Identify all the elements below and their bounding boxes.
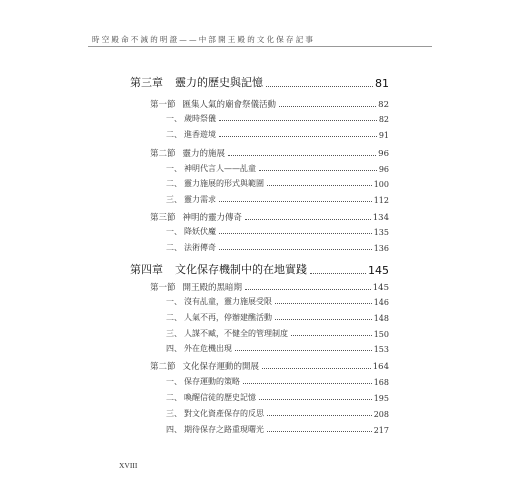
toc-chapter-row[interactable]	[130, 74, 389, 90]
item-number: 四、	[166, 344, 182, 353]
section-title: 靈力的施展	[182, 149, 226, 159]
page-number: 82	[378, 115, 389, 124]
section-number: 第一節	[150, 100, 176, 110]
chapter-number: 第三章	[130, 76, 163, 89]
item-title: 人氣不再，停辦建醮活動	[184, 313, 272, 322]
running-head: 時空殿命不減的明證——中部開王殿的文化保存記事	[92, 35, 316, 44]
page-number: 208	[373, 410, 389, 419]
page-number: 168	[373, 378, 389, 387]
toc-item-row[interactable]	[166, 343, 389, 354]
dot-leader	[245, 219, 371, 220]
item-number: 二、	[166, 130, 182, 139]
dot-leader	[219, 201, 372, 202]
page-number: 217	[373, 426, 389, 435]
dot-leader	[266, 86, 373, 87]
item-title: 神明代言人——乩童	[184, 164, 256, 173]
item-title: 法術傳奇	[184, 243, 216, 252]
page-number: 91	[378, 131, 389, 140]
item-title: 沒有乩童，靈力施展受限	[184, 297, 272, 306]
page-folio: XVIII	[119, 461, 138, 470]
item-number: 三、	[166, 329, 182, 338]
item-number: 三、	[166, 409, 182, 418]
dot-leader	[235, 350, 372, 351]
item-title: 進香遊境	[184, 130, 216, 139]
chapter-title: 靈力的歷史與記憶	[175, 76, 263, 89]
page-number: 145	[368, 264, 389, 277]
page-number: 134	[372, 213, 389, 223]
toc-item-row[interactable]	[166, 242, 389, 253]
toc-section-row[interactable]	[150, 211, 389, 223]
item-number: 一、	[166, 114, 182, 123]
page-number: 150	[373, 330, 389, 339]
toc-item-row[interactable]	[166, 312, 389, 323]
toc-item-row[interactable]	[166, 376, 389, 387]
dot-leader	[245, 289, 371, 290]
section-number: 第二節	[150, 149, 176, 159]
dot-leader	[267, 431, 372, 432]
page-number: 146	[373, 298, 389, 307]
item-number: 四、	[166, 425, 182, 434]
header-rule	[88, 46, 432, 47]
section-number: 第一節	[150, 283, 176, 293]
toc-section-row[interactable]	[150, 360, 389, 372]
toc-item-row[interactable]	[166, 129, 389, 140]
dot-leader	[279, 106, 376, 107]
toc-section-row[interactable]	[150, 98, 389, 110]
toc-section-row[interactable]	[150, 281, 389, 293]
page-number: 148	[373, 314, 389, 323]
toc-item-row[interactable]	[166, 178, 389, 189]
item-title: 對文化資產保存的反思	[184, 409, 264, 418]
chapter-number: 第四章	[130, 263, 163, 276]
dot-leader	[219, 120, 377, 121]
page-number: 153	[373, 345, 389, 354]
dot-leader	[219, 233, 372, 234]
item-title: 保存運動的策略	[184, 377, 240, 386]
item-title: 人謀不臧，不健全的管理制度	[184, 329, 288, 338]
toc-item-row[interactable]	[166, 194, 389, 205]
page-number: 136	[373, 244, 389, 253]
section-title: 文化保存運動的開展	[182, 362, 260, 372]
item-number: 三、	[166, 195, 182, 204]
toc-item-row[interactable]	[166, 163, 389, 174]
dot-leader	[291, 335, 372, 336]
dot-leader	[275, 303, 372, 304]
item-title: 靈力施展的形式與範圍	[184, 179, 264, 188]
section-number: 第二節	[150, 362, 176, 372]
dot-leader	[219, 136, 377, 137]
dot-leader	[310, 273, 366, 274]
page-number: 195	[373, 394, 389, 403]
dot-leader	[275, 319, 372, 320]
item-number: 二、	[166, 393, 182, 402]
page-number: 135	[373, 228, 389, 237]
page-number: 164	[372, 362, 389, 372]
item-title: 外在危機出現	[184, 344, 232, 353]
toc-chapter-row[interactable]	[130, 261, 389, 277]
toc-item-row[interactable]	[166, 424, 389, 435]
page-number: 112	[373, 196, 389, 205]
page-number: 145	[372, 283, 389, 293]
toc-item-row[interactable]	[166, 328, 389, 339]
toc-item-row[interactable]	[166, 408, 389, 419]
toc-item-row[interactable]	[166, 113, 389, 124]
dot-leader	[228, 155, 376, 156]
item-title: 歲時祭儀	[184, 114, 216, 123]
chapter-title: 文化保存機制中的在地實踐	[175, 263, 307, 276]
page-number: 81	[375, 77, 389, 90]
item-title: 降妖伏魔	[184, 227, 216, 236]
item-title: 期待保存之路重現曙光	[184, 425, 264, 434]
page-number: 100	[373, 180, 389, 189]
item-number: 一、	[166, 377, 182, 386]
item-number: 二、	[166, 243, 182, 252]
dot-leader	[267, 185, 372, 186]
toc-section-row[interactable]	[150, 147, 389, 159]
toc-item-row[interactable]	[166, 392, 389, 403]
page-number: 82	[378, 100, 389, 110]
item-number: 二、	[166, 179, 182, 188]
dot-leader	[267, 415, 372, 416]
section-title: 神明的靈力傳奇	[182, 213, 243, 223]
page-number: 96	[378, 149, 389, 159]
item-title: 喚醒信徒的歷史記憶	[184, 393, 256, 402]
page-number: 96	[378, 165, 389, 174]
item-title: 靈力需求	[184, 195, 216, 204]
item-number: 一、	[166, 227, 182, 236]
dot-leader	[219, 249, 372, 250]
item-number: 二、	[166, 313, 182, 322]
section-title: 開王殿的黑暗期	[182, 283, 243, 293]
item-number: 一、	[166, 297, 182, 306]
dot-leader	[259, 399, 372, 400]
dot-leader	[259, 170, 377, 171]
section-number: 第三節	[150, 213, 176, 223]
section-title: 匯集人氣的廟會祭儀活動	[182, 100, 277, 110]
dot-leader	[262, 368, 371, 369]
item-number: 一、	[166, 164, 182, 173]
toc-item-row[interactable]	[166, 226, 389, 237]
toc-item-row[interactable]	[166, 296, 389, 307]
dot-leader	[243, 383, 372, 384]
